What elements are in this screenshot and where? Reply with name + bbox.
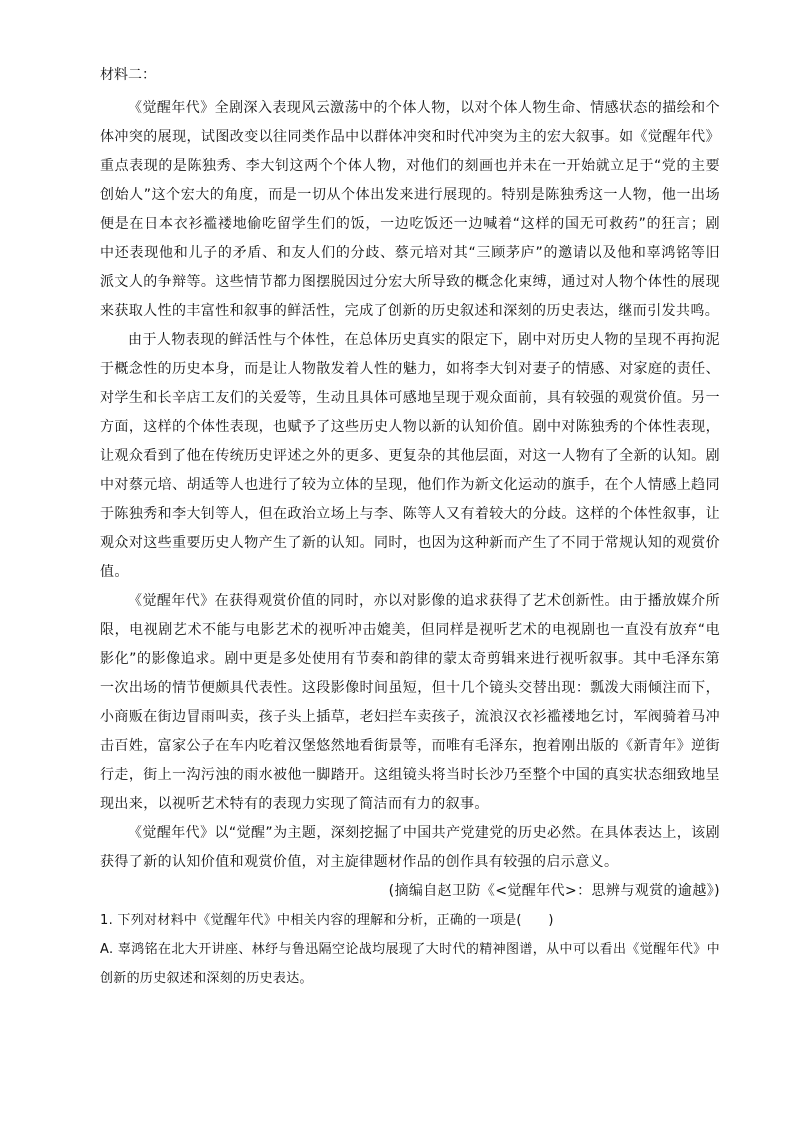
material-heading: 材料二：: [100, 67, 156, 83]
option-a: A. 辜鸿铭在北大开讲座、林纾与鲁迅隔空论战均展现了大时代的精神图谱，从中可以看出《觉醒年代》中创新的历史叙述和深刻的历史表达。: [100, 942, 720, 986]
paragraph-1: 《觉醒年代》全剧深入表现风云激荡中的个体人物，以对个体人物生命、情感状态的描绘和个体冲突的展现，试图改变以往同类作品中以群体冲突和时代冲突为主的宏大叙事。如《觉醒年代》重点表现的是陈独秀、李大钊这两个个体人物，对他们的刻画也并未在一开始就立足于“党的主要创始人”这个宏大的角度，而是一切从个体出发来进行展现的。特别是陈独秀这一人物，他一出场便是在日本衣衫褴褛地偷吃留学生们的饭，一边吃饭还一边喊着“这样的国无可救药”的狂言；剧中还表现他和儿子的矛盾、和友人们的分歧、蔡元培对其“三顾茅庐”的邀请以及他和辜鸿铭等旧派文人的争辩等。这些情节都力图摆脱因过分宏大所导致的概念化束缚，通过对人物个体性的展现来获取人性的丰富性和叙事的鲜活性，完成了创新的历史叙述和深刻的历史表达，继而引发共鸣。: [100, 100, 720, 319]
document-body: [100, 64, 720, 993]
source-citation: (摘编自赵卫防《<觉醒年代>：思辨与观赏的逾越》): [388, 883, 720, 899]
paragraph-3: 《觉醒年代》在获得观赏价值的同时，亦以对影像的追求获得了艺术创新性。由于播放媒介所限，电视剧艺术不能与电影艺术的视听冲击媲美，但同样是视听艺术的电视剧也一直没有放弃“电影化”的影像追求。剧中更是多处使用有节奏和韵律的蒙太奇剪辑来进行视听叙事。其中毛泽东第一次出场的情节便颇具代表性。这段影像时间虽短，但十几个镜头交替出现：瓢泼大雨倾注而下，小商贩在街边冒雨叫卖，孩子头上插草，老妇拦车卖孩子，流浪汉衣衫褴褛地乞讨，军阀骑着马冲击百姓，富家公子在车内吃着汉堡悠然地看街景等，而唯有毛泽东，抱着刚出版的《新青年》逆街行走，街上一沟污浊的雨水被他一脚踏开。这组镜头将当时长沙乃至整个中国的真实状态细致地呈现出来，以视听艺术特有的表现力实现了简洁而有力的叙事。: [100, 593, 720, 812]
paragraph-2: 由于人物表现的鲜活性与个体性，在总体历史真实的限定下，剧中对历史人物的呈现不再拘泥于概念性的历史本身，而是让人物散发着人性的魅力，如将李大钊对妻子的情感、对家庭的责任、对学生和长辛店工友们的关爱等，生动且具体可感地呈现于观众面前，具有较强的观赏价值。另一方面，这样的个体性表现，也赋予了这些历史人物以新的认知价值。剧中对陈独秀的个体性表现，让观众看到了他在传统历史评述之外的更多、更复杂的其他层面，对这一人物有了全新的认知。剧中对蔡元培、胡适等人也进行了较为立体的呈现，他们作为新文化运动的旗手，在个人情感上趋同于陈独秀和李大钊等人，但在政治立场上与李、陈等人又有着较大的分歧。这样的个体性叙事，让观众对这些重要历史人物产生了新的认知。同时，也因为这种新而产生了不同于常规认知的观赏价值。: [100, 332, 720, 580]
paragraph-4: 《觉醒年代》以“觉醒”为主题，深刻挖掘了中国共产党建党的历史必然。在具体表达上，该剧获得了新的认知价值和观赏价值，对主旋律题材作品的创作具有较强的启示意义。: [100, 825, 720, 870]
question-stem: 1. 下列对材料中《觉醒年代》中相关内容的理解和分析，正确的一项是( ): [100, 913, 554, 928]
